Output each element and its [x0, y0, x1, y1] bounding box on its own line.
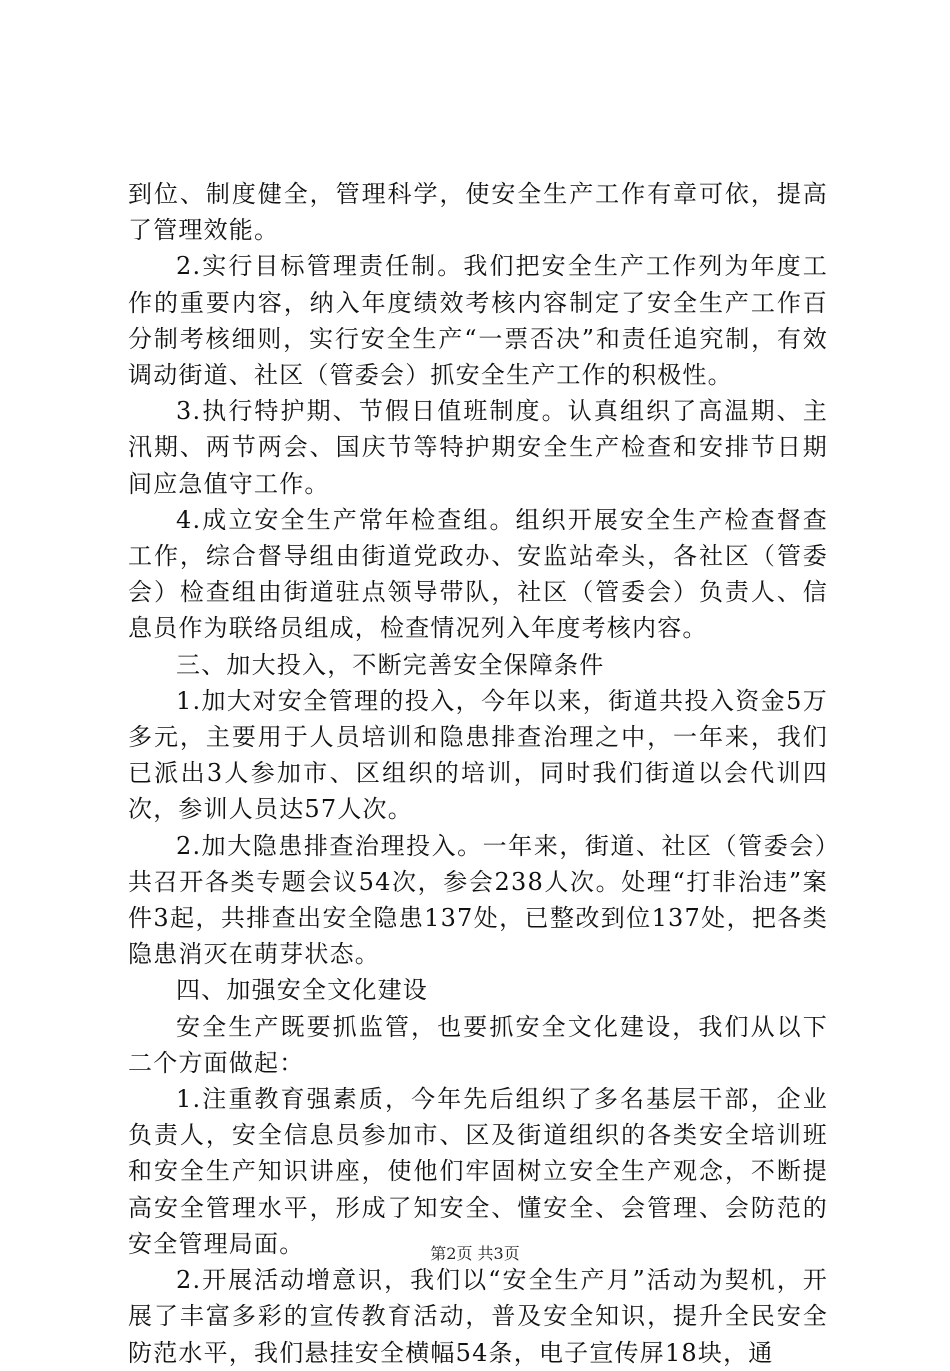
paragraph-target-responsibility: 2.实行目标管理责任制。我们把安全生产工作列为年度工作的重要内容，纳入年度绩效考核内容制定了安全生产工作百分制考核细则，实行安全生产“一票否决”和责任追究制，有效调动街道、社区（管委会）抓安全生产工作的积极性。	[128, 252, 828, 390]
paragraph-holiday-duty: 3.执行特护期、节假日值班制度。认真组织了高温期、主汛期、两节两会、国庆节等特护期安全生产检查和安排节日期间应急值守工作。	[128, 397, 828, 498]
page-number-footer: 第2页 共3页	[430, 1244, 520, 1263]
paragraph-hazard-investment: 2.加大隐患排查治理投入。一年来，街道、社区（管委会）共召开各类专题会议54次，参会238人次。处理“打非治违”案件3起，共排查出安全隐患137处，已整改到位137处，把各类隐患消灭在萌芽状态。	[128, 831, 828, 969]
section-heading-investment: 三、加大投入，不断完善安全保障条件	[176, 650, 605, 679]
paragraph-activities: 2.开展活动增意识，我们以“安全生产月”活动为契机，开展了丰富多彩的宣传教育活动，普及安全知识，提升全民安全防范水平，我们悬挂安全横幅54条，电子宣传屏18块，通	[128, 1266, 828, 1367]
paragraph-education: 1.注重教育强素质，今年先后组织了多名基层干部，企业负责人，安全信息员参加市、区及街道组织的各类安全培训班和安全生产知识讲座，使他们牢固树立安全生产观念，不断提高安全管理水平，形成了知安全、懂安全、会管理、会防范的安全管理局面。	[128, 1085, 828, 1258]
paragraph-management-investment: 1.加大对安全管理的投入，今年以来，街道共投入资金5万多元，主要用于人员培训和隐患排查治理之中，一年来，我们已派出3人参加市、区组织的培训，同时我们街道以会代训四次，参训人员达57人次。	[128, 686, 828, 824]
paragraph-culture-intro: 安全生产既要抓监管，也要抓安全文化建设，我们从以下二个方面做起：	[128, 1012, 828, 1077]
section-heading-safety-culture: 四、加强安全文化建设	[176, 976, 428, 1005]
paragraph-continuation: 到位、制度健全，管理科学，使安全生产工作有章可依，提高了管理效能。	[128, 180, 828, 245]
document-body	[128, 176, 828, 1371]
paragraph-inspection-group: 4.成立安全生产常年检查组。组织开展安全生产检查督查工作，综合督导组由街道党政办、安监站牵头，各社区（管委会）检查组由街道驻点领导带队，社区（管委会）负责人、信息员作为联络员组成，检查情况列入年度考核内容。	[128, 505, 828, 643]
